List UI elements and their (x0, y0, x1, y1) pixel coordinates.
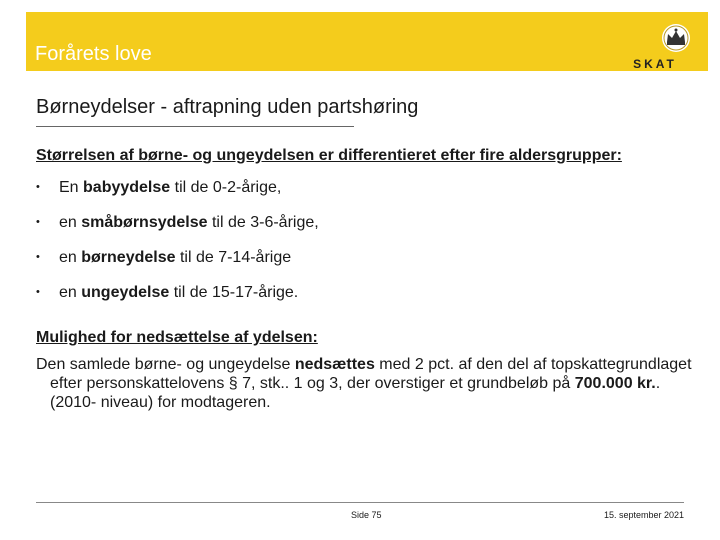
footer-divider (36, 502, 684, 503)
section-heading-reduction: Mulighed for nedsættelse af ydelsen: (36, 329, 318, 346)
slide-title: Børneydelser - aftrapning uden partshøring (36, 96, 419, 118)
skat-logo (620, 20, 690, 71)
age-group-list (36, 178, 696, 302)
header-title: Forårets love (35, 43, 152, 65)
bullet-icon: • (36, 216, 40, 228)
crown-icon (620, 20, 690, 56)
bullet-icon: • (36, 286, 40, 298)
list-item: • en ungeydelse til de 15-17-årige. (36, 284, 299, 301)
list-item: • en børneydelse til de 7-14-årige (36, 249, 292, 266)
slide-content (36, 146, 696, 412)
footer-date: 15. september 2021 (603, 510, 684, 520)
bullet-icon: • (36, 181, 40, 193)
title-divider (36, 126, 354, 127)
list-item: • en småbørnsydelse til de 3-6-årige, (36, 214, 319, 231)
page-number: Side 75 (351, 510, 382, 520)
header-banner (26, 12, 708, 71)
logo-wordmark: SKAT (633, 57, 677, 71)
bullet-icon: • (36, 251, 40, 263)
section-heading-age-groups: Størrelsen af børne- og ungeydelsen er differentieret efter fire aldersgrupper: (36, 147, 622, 164)
reduction-paragraph: Den samlede børne- og ungeydelse nedsættes med 2 pct. af den del af topskattegrundlaget efter personskattelovens § 7, stk.. 1 og 3, der overstiger et grundbeløb på 700.000 kr.. (2010- niveau) for modtageren. (36, 356, 692, 411)
list-item: • En babyydelse til de 0-2-årige, (36, 179, 282, 196)
